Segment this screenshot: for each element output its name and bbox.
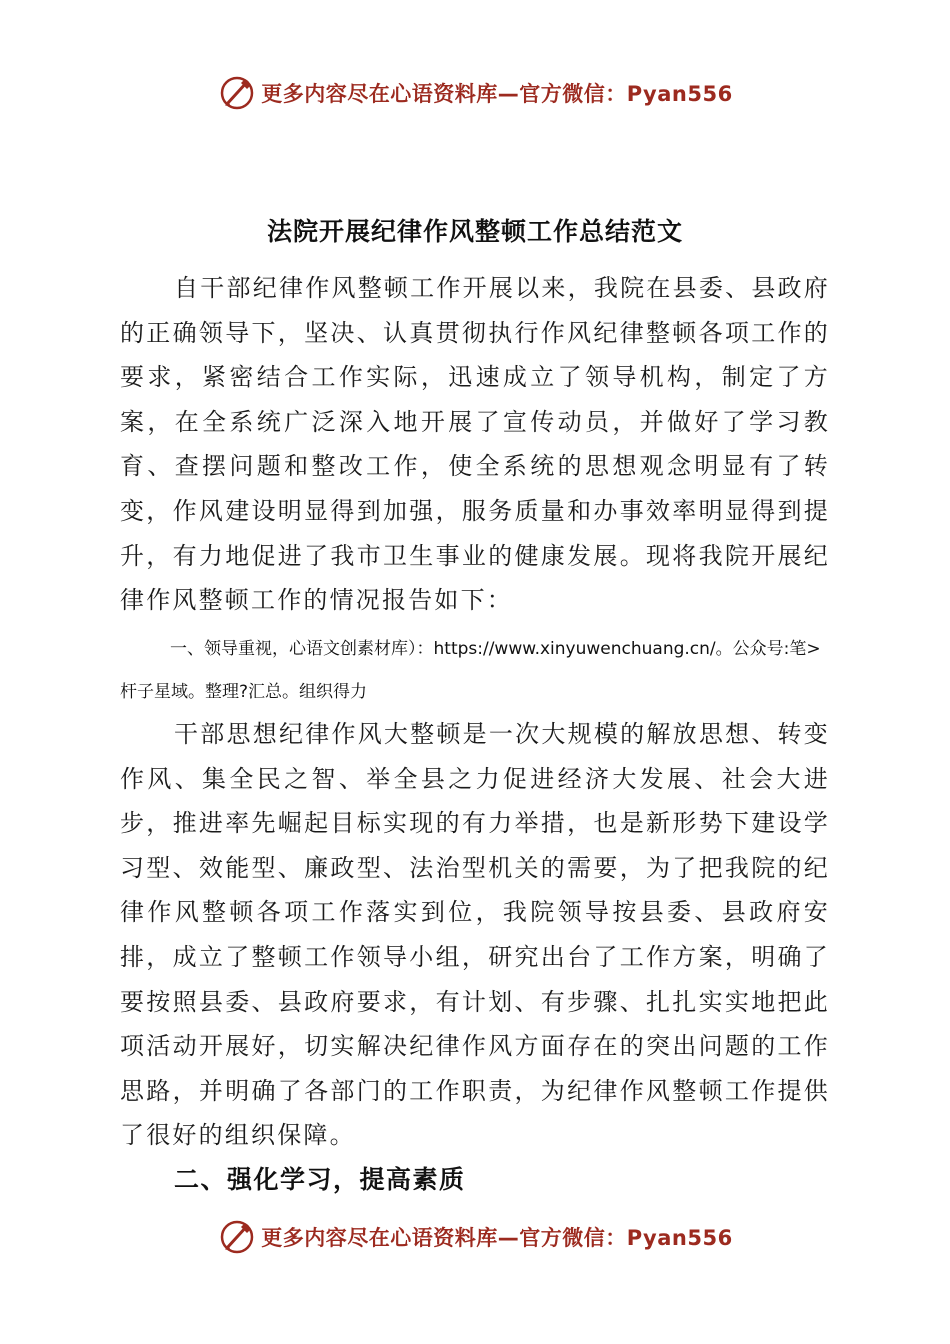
footer-banner-text: 更多内容尽在心语资料库—官方微信：Pyan556 bbox=[261, 1226, 733, 1250]
section-1-heading-line: 一、领导重视，心语文创素材库）：https://www.xinyuwenchuang.cn/。公众号:笔>杆子星域。整理?汇总。组织得力 bbox=[120, 639, 821, 702]
header-banner-text: 更多内容尽在心语资料库—官方微信：Pyan556 bbox=[261, 82, 733, 106]
pen-logo-icon bbox=[217, 1217, 257, 1257]
intro-paragraph: 自干部纪律作风整顿工作开展以来，我院在县委、县政府的正确领导下，坚决、认真贯彻执行作风纪律整顿各项工作的要求，紧密结合工作实际，迅速成立了领导机构，制定了方案，在全系统广泛深入地开展了宣传动员，并做好了学习教育、查摆问题和整改工作，使全系统的思想观念明显有了转变，作风建设明显得到加强，服务质量和办事效率明显得到提升，有力地促进了我市卫生事业的健康发展。现将我院开展纪律作风整顿工作的情况报告如下： bbox=[120, 274, 830, 615]
pen-logo-icon bbox=[217, 73, 257, 113]
section-1-paragraph: 干部思想纪律作风大整顿是一次大规模的解放思想、转变作风、集全民之智、举全县之力促进经济大发展、社会大进步，推进率先崛起目标实现的有力举措，也是新形势下建设学习型、效能型、廉政型、法治型机关的需要，为了把我院的纪律作风整顿各项工作落实到位，我院领导按县委、县政府安排，成立了整顿工作领导小组，研究出台了工作方案，明确了要按照县委、县政府要求，有计划、有步骤、扎扎实实地把此项活动开展好，切实解决纪律作风方面存在的突出问题的工作思路，并明确了各部门的工作职责，为纪律作风整顿工作提供了很好的组织保障。 bbox=[120, 720, 830, 1150]
header-banner bbox=[0, 68, 950, 118]
document-title: 法院开展纪律作风整顿工作总结范文 bbox=[266, 217, 683, 246]
footer-banner bbox=[0, 1212, 950, 1262]
section-2-heading: 二、强化学习，提高素质 bbox=[174, 1165, 466, 1194]
